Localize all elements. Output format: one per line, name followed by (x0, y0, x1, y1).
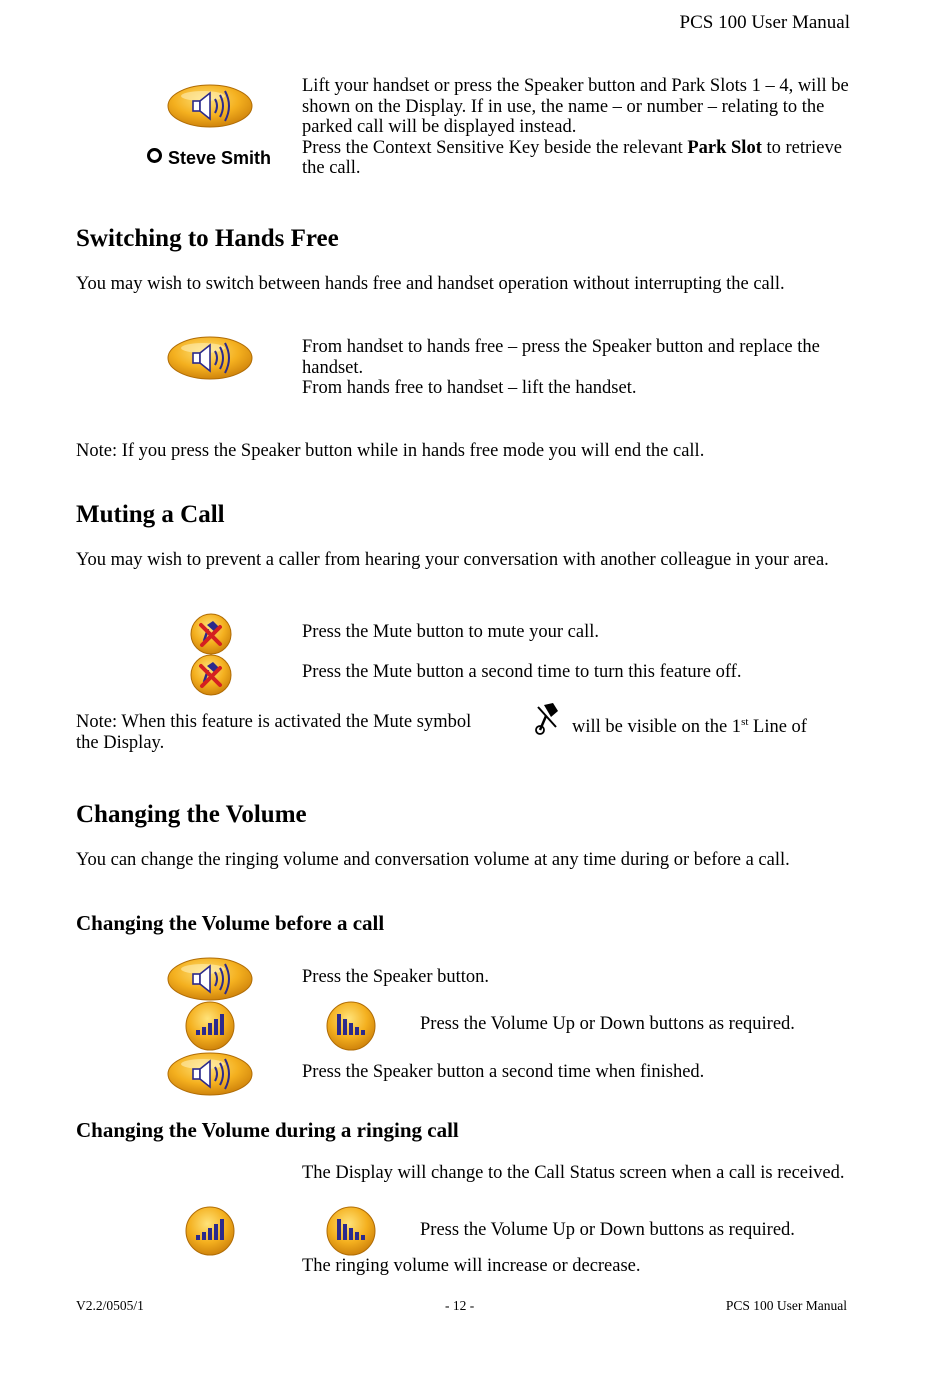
volume-before-heading: Changing the Volume before a call (76, 911, 385, 935)
volume-intro: You can change the ringing volume and conversation volume at any time during or before a call. (76, 850, 790, 870)
handsfree-steps (302, 337, 854, 399)
mute-step-1: Press the Mute button to mute your call. (302, 622, 599, 642)
mute-note-start: Note: When this feature is activated the Mute symbol (76, 712, 472, 732)
volume-down-icon (326, 1206, 376, 1256)
volume-up-icon (185, 1001, 235, 1051)
volume-up-icon (185, 1206, 235, 1256)
handsfree-step-1: From handset to hands free – press the Speaker button and replace the handset. (302, 337, 820, 378)
page-header: PCS 100 User Manual (679, 12, 850, 33)
handsfree-step-2: From hands free to handset – lift the handset. (302, 378, 637, 398)
volume-heading: Changing the Volume (76, 801, 307, 828)
handsfree-intro: You may wish to switch between hands free and handset operation without interrupting the call. (76, 274, 785, 294)
radio-dot-icon (147, 148, 162, 163)
speaker-button-icon (167, 336, 253, 380)
footer-version: V2.2/0505/1 (76, 1298, 144, 1313)
volume-ringing-heading: Changing the Volume during a ringing call (76, 1118, 459, 1142)
volume-before-step-2: Press the Volume Up or Down buttons as required. (420, 1014, 795, 1034)
volume-before-step-1: Press the Speaker button. (302, 967, 490, 987)
volume-ringing-step-2: Press the Volume Up or Down buttons as required. (420, 1220, 795, 1240)
display-park-slot (147, 148, 271, 169)
speaker-button-icon (167, 84, 253, 128)
mute-symbol-icon (532, 701, 562, 735)
footer-title: PCS 100 User Manual (725, 1298, 847, 1313)
volume-before-step-3: Press the Speaker button a second time when finished. (302, 1062, 705, 1082)
mute-note-line-2: the Display. (76, 733, 165, 753)
footer-page-number: - 12 - (445, 1298, 475, 1313)
park-para-1: Lift your handset or press the Speaker button and Park Slots 1 – 4, will be shown on the Display. If in use, the name – or number – relating to the parked call will be displayed instead. (302, 76, 849, 137)
handsfree-note: Note: If you press the Speaker button while in hands free mode you will end the call. (76, 441, 705, 461)
mute-button-icon (190, 613, 232, 655)
park-instructions (302, 76, 852, 179)
speaker-button-icon (167, 957, 253, 1001)
volume-ringing-step-1: The Display will change to the Call Status screen when a call is received. (302, 1163, 845, 1183)
mute-button-icon (190, 654, 232, 696)
mute-note-end: will be visible on the 1st Line of (572, 716, 807, 738)
mute-intro: You may wish to prevent a caller from hearing your conversation with another colleague in your area. (76, 550, 829, 570)
park-para-2: Press the Context Sensitive Key beside the relevant Park Slot to retrieve the call. (302, 137, 842, 178)
volume-ringing-step-3: The ringing volume will increase or decrease. (302, 1256, 641, 1276)
handsfree-heading: Switching to Hands Free (76, 225, 339, 252)
volume-down-icon (326, 1001, 376, 1051)
mute-step-2: Press the Mute button a second time to turn this feature off. (302, 662, 742, 682)
display-park-label: Steve Smith (168, 148, 272, 168)
speaker-button-icon (167, 1052, 253, 1096)
mute-heading: Muting a Call (76, 501, 225, 528)
